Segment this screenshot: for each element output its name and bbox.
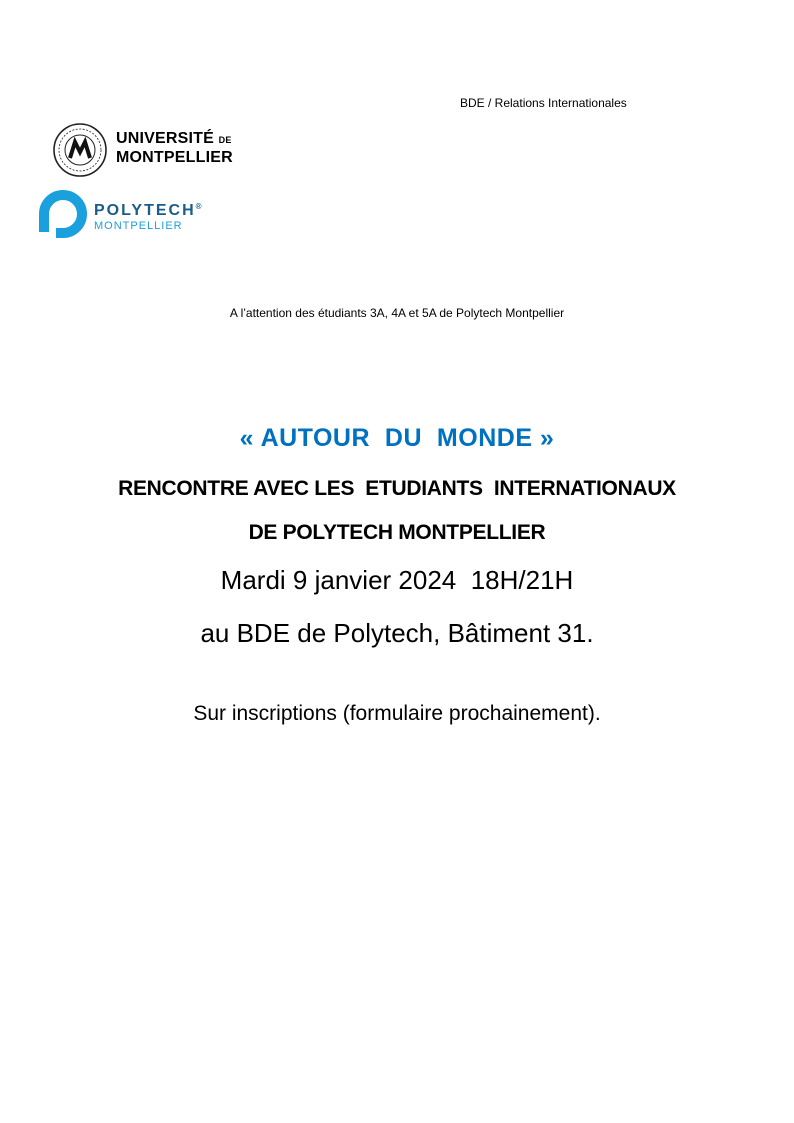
university-line1: UNIVERSITÉ bbox=[116, 130, 215, 147]
polytech-montpellier-logo bbox=[34, 184, 244, 246]
university-line1-small: DE bbox=[218, 135, 232, 145]
polytech-mark-icon bbox=[34, 184, 92, 242]
polytech-name bbox=[94, 202, 204, 220]
university-name bbox=[116, 130, 233, 167]
registered-mark: ® bbox=[195, 202, 204, 211]
universite-montpellier-logo bbox=[52, 122, 232, 182]
university-line2: MONTPELLIER bbox=[116, 149, 233, 166]
event-subtitle-line1: RENCONTRE AVEC LES ETUDIANTS INTERNATIONAUX bbox=[118, 477, 676, 500]
header-department: BDE / Relations Internationales bbox=[460, 96, 627, 110]
event-subtitle-line2: DE POLYTECH MONTPELLIER bbox=[248, 521, 546, 544]
event-place: au BDE de Polytech, Bâtiment 31. bbox=[200, 618, 594, 648]
attention-line: A l’attention des étudiants 3A, 4A et 5A de Polytech Montpellier bbox=[229, 306, 565, 320]
event-title: « AUTOUR DU MONDE » bbox=[239, 424, 555, 452]
registration-note: Sur inscriptions (formulaire prochainement). bbox=[193, 702, 601, 725]
event-date: Mardi 9 janvier 2024 18H/21H bbox=[220, 565, 574, 595]
polytech-name-text: POLYTECH bbox=[94, 202, 196, 219]
university-seal-icon bbox=[52, 122, 108, 178]
polytech-subtitle: MONTPELLIER bbox=[94, 220, 183, 232]
